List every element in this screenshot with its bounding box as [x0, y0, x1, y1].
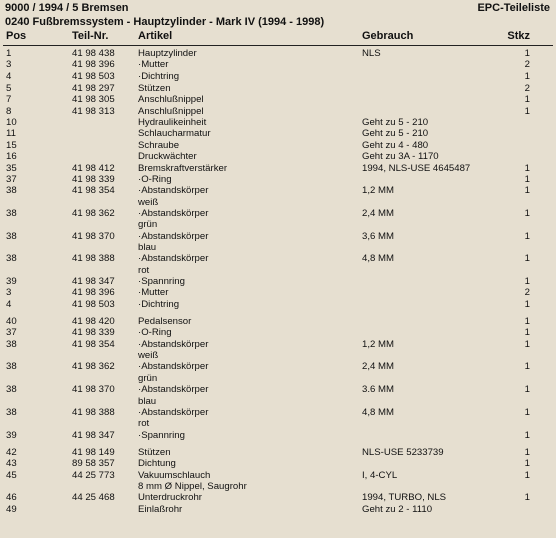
table-row: [0, 48, 556, 59]
cell-quantity: 1: [524, 316, 530, 328]
cell-usage: 2,4 MM: [362, 207, 394, 219]
cell-pos: 38: [6, 207, 17, 219]
cell-article: Einlaßrohr: [138, 503, 183, 515]
cell-part-number: 41 98 354: [72, 338, 115, 350]
cell-part-number: 41 98 388: [72, 406, 115, 418]
cell-pos: 4: [6, 298, 12, 310]
cell-quantity: 1: [524, 230, 530, 242]
group-title: 0240 Fußbremssystem - Hauptzylinder - Mark IV (1994 - 1998): [5, 16, 325, 28]
column-header-usage: Gebrauch: [362, 30, 414, 42]
cell-pos: 37: [6, 173, 17, 185]
cell-part-number: 41 98 388: [72, 253, 115, 265]
cell-quantity: 1: [524, 327, 530, 339]
cell-pos: 38: [6, 361, 17, 373]
table-row: [0, 219, 556, 230]
table-row: [0, 470, 556, 481]
table-row: [0, 430, 556, 441]
cell-usage: I, 4-CYL: [362, 469, 398, 481]
cell-pos: 4: [6, 70, 12, 82]
cell-part-number: 41 98 396: [72, 287, 115, 299]
table-row: [0, 492, 556, 503]
cell-article: ·Spannring: [138, 276, 185, 287]
cell-article: grün: [138, 372, 158, 384]
cell-article: ·O-Ring: [138, 173, 172, 185]
document-title: EPC-Teileliste: [477, 2, 550, 14]
cell-article: ·Abstandskörper: [138, 230, 209, 242]
cell-part-number: 41 98 362: [72, 361, 115, 373]
cell-usage: Geht zu 4 - 480: [362, 139, 429, 151]
cell-pos: 42: [6, 446, 17, 458]
table-row: [0, 265, 556, 276]
cell-quantity: 1: [524, 105, 530, 117]
cell-usage: Geht zu 3A - 1170: [362, 151, 439, 163]
cell-usage: 1994, NLS-USE 4645487: [362, 162, 471, 174]
cell-quantity: 1: [524, 207, 530, 219]
cell-article: ·Abstandskörper: [138, 338, 209, 350]
cell-part-number: 41 98 503: [72, 298, 115, 310]
table-row: [0, 384, 556, 395]
table-row: [0, 339, 556, 350]
cell-usage: 1,2 MM: [362, 185, 394, 197]
table-row: [0, 447, 556, 458]
cell-quantity: 2: [524, 287, 530, 299]
header-divider: [3, 45, 553, 46]
cell-quantity: 1: [524, 406, 530, 418]
cell-quantity: 1: [524, 185, 530, 197]
cell-article: Unterdruckrohr: [138, 492, 202, 504]
cell-usage: Geht zu 5 - 210: [362, 128, 429, 140]
cell-part-number: 41 98 370: [72, 384, 115, 396]
table-row: [0, 163, 556, 174]
cell-quantity: 1: [524, 361, 530, 373]
cell-part-number: 41 98 347: [72, 276, 115, 287]
cell-part-number: 41 98 438: [72, 48, 115, 59]
cell-quantity: 1: [524, 458, 530, 470]
cell-article: ·Abstandskörper: [138, 185, 209, 197]
table-row: [0, 458, 556, 469]
cell-article: Bremskraftverstärker: [138, 162, 228, 174]
cell-part-number: 41 98 149: [72, 446, 115, 458]
column-header-article: Artikel: [138, 30, 173, 42]
cell-quantity: 1: [524, 94, 530, 106]
cell-article: rot: [138, 418, 150, 430]
cell-pos: 5: [6, 83, 12, 95]
cell-quantity: 1: [524, 446, 530, 458]
table-row: [0, 242, 556, 253]
cell-usage: NLS-USE 5233739: [362, 446, 444, 458]
table-row: [0, 253, 556, 264]
column-header-pos: Pos: [6, 30, 27, 42]
column-header-row: [0, 30, 556, 44]
table-row: [0, 71, 556, 82]
cell-article: Stützen: [138, 446, 171, 458]
cell-article: ·Abstandskörper: [138, 207, 209, 219]
cell-pos: 8: [6, 105, 12, 117]
table-row: [0, 174, 556, 185]
cell-part-number: 41 98 370: [72, 230, 115, 242]
cell-quantity: 1: [524, 492, 530, 504]
cell-part-number: 41 98 412: [72, 162, 115, 174]
cell-usage: 2,4 MM: [362, 361, 394, 373]
cell-quantity: 1: [524, 298, 530, 310]
cell-pos: 39: [6, 276, 17, 287]
cell-pos: 38: [6, 384, 17, 396]
cell-article: blau: [138, 395, 157, 407]
cell-pos: 37: [6, 327, 17, 339]
table-row: [0, 396, 556, 407]
cell-article: Dichtung: [138, 458, 176, 470]
cell-usage: Geht zu 2 - 1110: [362, 503, 433, 515]
cell-article: ·Abstandskörper: [138, 253, 209, 265]
cell-part-number: 89 58 357: [72, 458, 115, 470]
cell-quantity: 2: [524, 83, 530, 95]
cell-quantity: 1: [524, 469, 530, 481]
cell-part-number: 41 98 339: [72, 173, 115, 185]
table-row: [0, 316, 556, 327]
cell-usage: 1,2 MM: [362, 338, 394, 350]
cell-usage: Geht zu 5 - 210: [362, 117, 429, 129]
table-row: [0, 276, 556, 287]
cell-part-number: 41 98 313: [72, 105, 115, 117]
table-row: [0, 208, 556, 219]
cell-quantity: 1: [524, 162, 530, 174]
cell-article: rot: [138, 264, 150, 276]
cell-article: ·Mutter: [138, 287, 169, 299]
cell-pos: 3: [6, 59, 12, 71]
cell-article: ·Spannring: [138, 429, 185, 441]
cell-usage: 3,6 MM: [362, 230, 394, 242]
cell-pos: 11: [6, 128, 16, 140]
cell-article: ·Dichtring: [138, 298, 180, 310]
cell-pos: 40: [6, 316, 17, 328]
column-header-quantity: Stkz: [507, 30, 530, 42]
cell-pos: 38: [6, 338, 17, 350]
cell-part-number: 41 98 420: [72, 316, 115, 328]
cell-pos: 49: [6, 503, 17, 515]
cell-pos: 38: [6, 253, 17, 265]
cell-pos: 39: [6, 429, 17, 441]
table-row: [0, 231, 556, 242]
table-row: [0, 287, 556, 298]
cell-usage: 4,8 MM: [362, 406, 394, 418]
cell-article: Vakuumschlauch: [138, 469, 211, 481]
cell-article: Druckwächter: [138, 151, 197, 163]
table-row: [0, 83, 556, 94]
cell-quantity: 1: [524, 384, 530, 396]
cell-pos: 16: [6, 151, 17, 163]
cell-usage: 1994, TURBO, NLS: [362, 492, 447, 504]
cell-part-number: 41 98 297: [72, 83, 115, 95]
cell-article: ·Mutter: [138, 59, 169, 71]
cell-article: weiß: [138, 196, 159, 208]
table-row: [0, 299, 556, 310]
cell-article: blau: [138, 241, 157, 253]
cell-pos: 1: [6, 48, 12, 59]
cell-part-number: 41 98 396: [72, 59, 115, 71]
cell-quantity: 1: [524, 338, 530, 350]
table-row: [0, 361, 556, 372]
cell-article: Schraube: [138, 139, 180, 151]
table-row: [0, 140, 556, 151]
cell-quantity: 1: [524, 253, 530, 265]
cell-part-number: 41 98 503: [72, 70, 115, 82]
column-header-part-number: Teil-Nr.: [72, 30, 109, 42]
cell-pos: 43: [6, 458, 17, 470]
cell-pos: 10: [6, 117, 17, 129]
cell-article: ·O-Ring: [138, 327, 172, 339]
cell-pos: 38: [6, 185, 17, 197]
table-row: [0, 504, 556, 515]
table-row: [0, 94, 556, 105]
cell-part-number: 44 25 468: [72, 492, 115, 504]
cell-article: Hydraulikeinheit: [138, 117, 207, 129]
cell-part-number: 41 98 339: [72, 327, 115, 339]
table-row: [0, 185, 556, 196]
cell-article: grün: [138, 219, 158, 231]
table-row: [0, 373, 556, 384]
table-row: [0, 327, 556, 338]
cell-part-number: 41 98 354: [72, 185, 115, 197]
cell-pos: 45: [6, 469, 17, 481]
cell-article: ·Dichtring: [138, 70, 180, 82]
cell-article: weiß: [138, 350, 159, 362]
section-title: 9000 / 1994 / 5 Bremsen: [5, 2, 129, 14]
cell-part-number: 41 98 305: [72, 94, 115, 106]
cell-article: 8 mm Ø Nippel, Saugrohr: [138, 480, 247, 492]
cell-article: Anschlußnippel: [138, 105, 204, 117]
cell-article: ·Abstandskörper: [138, 406, 209, 418]
table-row: [0, 350, 556, 361]
table-row: [0, 151, 556, 162]
cell-usage: 4,8 MM: [362, 253, 394, 265]
cell-quantity: 1: [524, 48, 530, 59]
table-row: [0, 128, 556, 139]
table-row: [0, 418, 556, 429]
cell-article: Anschlußnippel: [138, 94, 204, 106]
cell-part-number: 41 98 347: [72, 429, 115, 441]
table-row: [0, 197, 556, 208]
cell-quantity: 1: [524, 429, 530, 441]
cell-pos: 38: [6, 230, 17, 242]
table-row: [0, 106, 556, 117]
cell-article: Stützen: [138, 83, 171, 95]
cell-pos: 46: [6, 492, 17, 504]
table-row: [0, 407, 556, 418]
cell-pos: 38: [6, 406, 17, 418]
cell-pos: 3: [6, 287, 12, 299]
cell-part-number: 41 98 362: [72, 207, 115, 219]
table-row: [0, 481, 556, 492]
cell-article: Schlaucharmatur: [138, 128, 211, 140]
cell-article: ·Abstandskörper: [138, 361, 209, 373]
cell-quantity: 1: [524, 70, 530, 82]
cell-article: ·Abstandskörper: [138, 384, 209, 396]
cell-usage: 3.6 MM: [362, 384, 394, 396]
cell-article: Hauptzylinder: [138, 48, 197, 59]
cell-quantity: 2: [524, 59, 530, 71]
table-row: [0, 59, 556, 70]
cell-article: Pedalsensor: [138, 316, 192, 328]
cell-pos: 35: [6, 162, 17, 174]
cell-quantity: 1: [524, 173, 530, 185]
cell-quantity: 1: [524, 276, 530, 287]
cell-pos: 15: [6, 139, 17, 151]
cell-part-number: 44 25 773: [72, 469, 115, 481]
table-row: [0, 117, 556, 128]
cell-usage: NLS: [362, 48, 381, 59]
cell-pos: 7: [6, 94, 12, 106]
